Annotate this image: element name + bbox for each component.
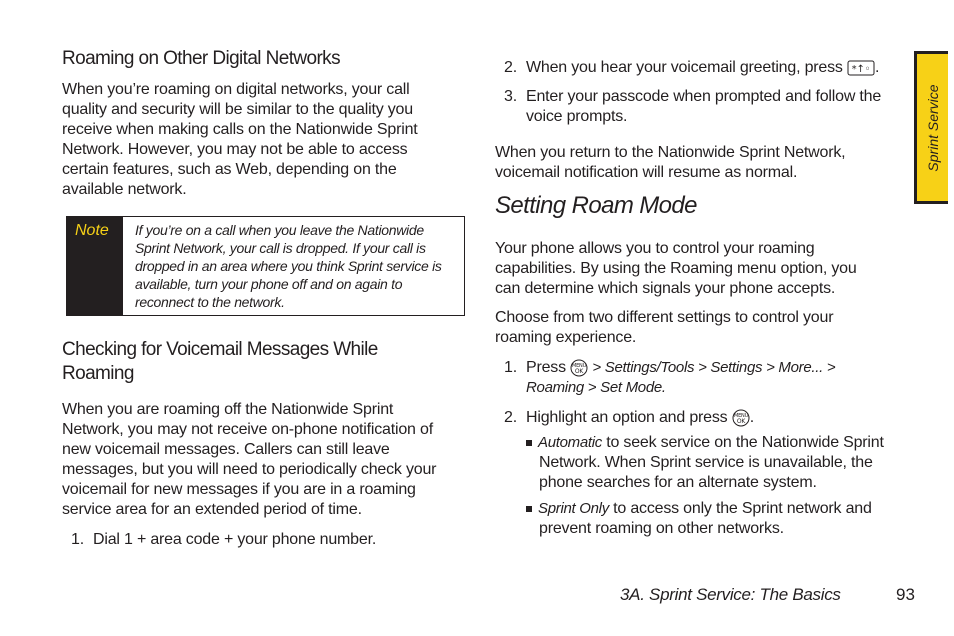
bullet-automatic: Automatic to seek service on the Nationwide Sprint Network. When Sprint service is unavailable, the phone searches for an alternate system.	[526, 433, 911, 493]
svg-text:OK: OK	[575, 367, 584, 375]
svg-text:MENU: MENU	[733, 412, 748, 419]
step-passcode: 3. Enter your passcode when prompted and follow the voice prompts.	[504, 88, 882, 125]
star-key-icon	[847, 60, 875, 76]
paragraph-return: When you return to the Nationwide Sprint Network, voicemail notification will resume as normal.	[495, 144, 846, 181]
bullet-sprint-only: Sprint Only to access only the Sprint network and prevent roaming on other networks.	[526, 499, 911, 539]
section-tab	[914, 51, 948, 204]
paragraph-roaming-digital: When you’re roaming on digital networks, your call quality and security will be similar to the quality you receive when making calls on the Nationwide Sprint Network. However, you may not be able to access certain features, such as Web, depending on the available network.	[62, 81, 418, 198]
menu-ok-key-icon	[732, 409, 750, 427]
svg-text:MENU: MENU	[572, 362, 587, 369]
note-label-block	[67, 217, 123, 315]
step-highlight-option: 2. Highlight an option and press MENU OK .	[504, 409, 754, 426]
svg-text:*↑◦: *↑◦	[851, 63, 871, 75]
page-number: 93	[896, 585, 915, 604]
step-press-menu: 1. Press MENU OK > Settings/Tools > Settings > More... > Roaming > Set Mode.	[504, 359, 836, 396]
section-tab-label: Sprint Service	[924, 83, 941, 172]
svg-text:OK: OK	[736, 417, 745, 425]
paragraph-voicemail-roaming: When you are roaming off the Nationwide Sprint Network, you may not receive on-phone notification of new voicemail messages. Callers can still leave messages, but you will need to periodically check your voicemail for new messages if you are in a roaming service area for an extended period of time.	[62, 401, 437, 518]
step-dial: 1. Dial 1 + area code + your phone number.	[71, 531, 377, 548]
note-text: If you’re on a call when you leave the Nationwide Sprint Network, your call is dropped. If your call is dropped in an area where you think Sprint service is available, turn your phone off and on again to reconnect to the network.	[135, 222, 442, 310]
step-press-star: 2. When you hear your voicemail greeting, press *↑◦ .	[504, 59, 880, 76]
bullet-icon	[526, 440, 532, 446]
paragraph-allows: Your phone allows you to control your roaming capabilities. By using the Roaming menu option, you can determine which signals your phone accepts.	[495, 240, 857, 297]
footer-section: 3A. Sprint Service: The Basics	[620, 585, 841, 604]
heading-roaming-digital: Roaming on Other Digital Networks	[62, 48, 340, 69]
note-box	[66, 216, 465, 316]
heading-setting-roam-mode: Setting Roam Mode	[495, 192, 697, 219]
menu-ok-key-icon	[570, 359, 588, 377]
bullet-icon	[526, 506, 532, 512]
heading-voicemail-roaming: Checking for Voicemail Messages While Roaming	[62, 339, 378, 384]
note-label: Note	[75, 222, 109, 239]
paragraph-choose: Choose from two different settings to control your roaming experience.	[495, 309, 834, 346]
